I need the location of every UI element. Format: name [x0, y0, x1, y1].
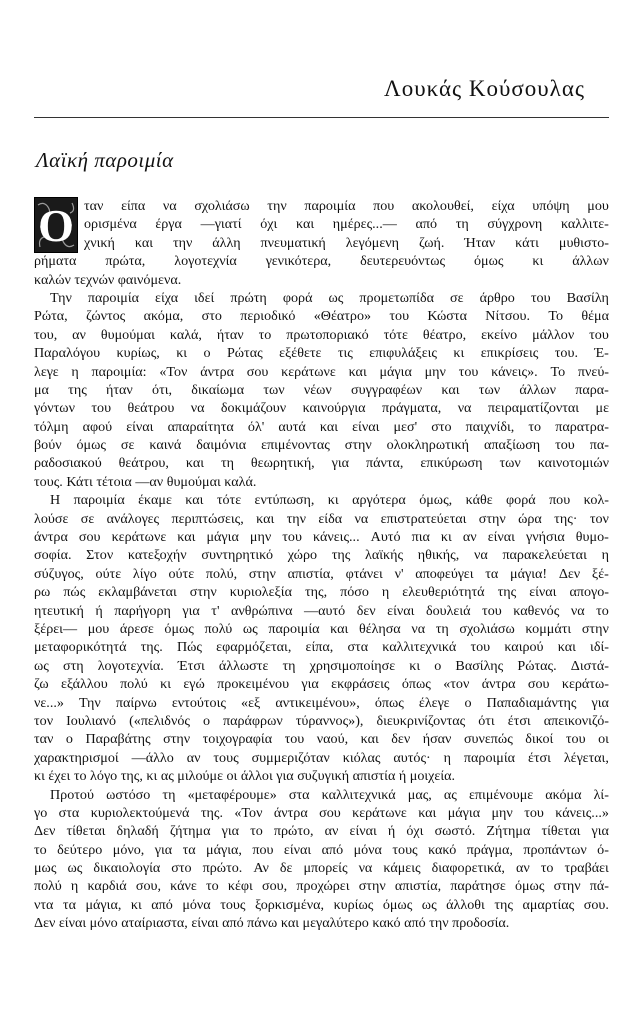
text-line: πολύ η καρδιά σου, κάνε το κέφι σου, προχώρει στην απιστία, παράτησε όμως στην πά- [34, 878, 609, 895]
text-line: ρω πώς εκλαμβάνεται στην κυριολεξία της, πόσο η ελευθεριότητά της είναι απογο- [34, 584, 609, 601]
body-text [34, 197, 609, 933]
text-line: Δεν είναι μόνο αταίριαστα, είναι από πάνω και μεγαλύτερο κακό από την προδοσία. [34, 915, 510, 932]
text-line: γόντων του θεάτρου να δοκιμάζουν καινούργια πράγματα, να πειραματίζονται με [34, 400, 609, 417]
text-line: χνική και την άλλη πνευματική λεγόμενη ζωή. Ήταν κάτι μυθιστο- [84, 234, 609, 251]
text-line: μα της ήταν ότι, δικαίωμα των νέων συγγραφέων και των άλλων παρα- [34, 381, 609, 398]
text-line: χαρακτηρισμοί —άλλο αν τους συμμεριζόταν κιόλας αυτός· η παροιμία έτσι λέγεται, [34, 749, 609, 766]
text-line: τόλμη αφού είναι απαραίτητα όλ' αυτά και είναι μεσ' στο παιχνίδι, το παρατρα- [34, 418, 609, 435]
text-line: βούν όμως σε καινά δαιμόνια επιμένοντας στην ολοκληρωτική απαξίωση του πα- [34, 437, 609, 454]
drop-cap-letter: O [38, 199, 74, 251]
text-line: ρήματα πρώτα, λογοτεχνία γενικότερα, δευτερευόντως όμως κι άλλων [34, 253, 609, 270]
drop-cap-box [34, 197, 78, 253]
text-line: μως ως δικαιολογία στο πρώτο. Αν δε μπορείς να κάμεις διαφορετικά, αν το τραβάει [34, 860, 609, 877]
text-line: ταν ο Παραβάτης στην τοιχογραφία του ναού, και δεν ήσαν συνεπώς δικοί του οι [34, 731, 609, 748]
book-page [34, 0, 609, 1024]
text-line: ορισμένα έργα —γιατί όχι και ημέρες...— από τη σύγχρονη καλλιτε- [84, 216, 609, 233]
running-header [34, 76, 609, 102]
text-line: μεταφορικότητά της. Πώς εφαρμόζεται, είπα, στα καλλιτεχνικά του καιρού και ιδί- [34, 639, 609, 656]
text-line: τους. Κάτι τέτοια —αν θυμούμαι καλά. [34, 473, 257, 490]
text-line: Η παροιμία έκαμε και τότε εντύπωση, κι αργότερα όμως, κάθε φορά που κολ- [50, 492, 609, 509]
text-line: Προτού ωστόσο τη «μεταφέρουμε» στα καλλιτεχνικά μας, ας επιμένουμε ακόμα λί- [50, 786, 609, 803]
text-line: Ρώτα, ζώντος ακόμα, στο περιοδικό «Θέατρο» του Κώστα Νίτσου. Το θέμα [34, 308, 609, 325]
text-line: Την παροιμία είχα ιδεί πρώτη φορά ως προμετωπίδα σε άρθρο του Βασίλη [50, 289, 609, 306]
text-line: γο στα κυριολεκτούμενά της. «Τον άντρα σου κεράτωνε και μάγια μην του κάνεις...» [34, 804, 609, 821]
section-title: Λαϊκή παροιμία [36, 148, 174, 172]
author-name: Λουκάς Κούσουλας [384, 76, 585, 101]
text-line: καλών τεχνών φαινόμενα. [34, 271, 182, 288]
text-line: άντρα σου κεράτωνε και μάγια μην του κάνεις... Αυτό πια κι αν είναι γνήσια θυμο- [34, 529, 609, 546]
text-line: ξέρει— μου άρεσε όμως πολύ ως παροιμία και θέλησα να τη σχολιάσω κομμάτι στην [34, 620, 609, 637]
header-rule [34, 117, 609, 118]
text-line: ταν είπα να σχολιάσω την παροιμία που ακολουθεί, είχα υπόψη μου [84, 198, 609, 214]
text-line: κι έχει το λόγο της, κι ας μιλούμε οι άλλοι για συζυγική απιστία ή μοιχεία. [34, 768, 456, 785]
text-line: ητευτική ή παρήγορη για τ' ανθρώπινα —αυτό δεν είναι δουλειά του καθενός να το [34, 602, 609, 619]
text-line: ζω εξάλλου πολύ κι εγώ προκειμένου για εκφράσεις όπως «τον άντρα σου κεράτω- [34, 676, 609, 693]
text-line: το δεύτερο μόνο, για τα μάγια, που είναι από μόνα τους κακό πράγμα, προπάντων ό- [34, 841, 609, 858]
text-line: νε...» Την παίρνω εντούτοις «εξ αντικειμένου», όπως έλεγε ο Παπαδιαμάντης για [34, 694, 609, 711]
text-line: ως στη λογοτεχνία. Έτσι άλλωστε τη χρησιμοποίησε κι ο Βασίλης Ρώτας. Διστά- [34, 657, 609, 674]
text-line: λεγε η παροιμία: «Τον άντρα σου κεράτωνε και μάγια μην του κάνεις». Το πνεύ- [34, 363, 609, 380]
text-line: ντα τα μάγια, κι από μόνα τους ξορκισμένα, κυρίως όμως ως άλλοθι της αμαρτίας σου. [34, 896, 609, 913]
drop-cap [34, 197, 80, 253]
text-line: Δεν τίθεται δηλαδή ζήτημα για το πρώτο, αν είναι ή όχι σωστό. Ζήτημα τίθεται για [34, 823, 609, 840]
text-line: τον Ιουλιανό («πελιδνός ο παράφρων τύραννος»), διευκρινίζοντας ότι έτσι απεικονιζό- [34, 712, 609, 729]
text-line: του, αν θυμούμαι καλά, ήταν το πρωτοποριακό τότε θέατρο, εκείνο μάλλον του [34, 326, 609, 343]
text-line: Παραλόγου κυρίως, κι ο Ρώτας εξέθετε τις επιφυλάξεις κι επικρίσεις του. Έ- [34, 345, 609, 362]
text-line: σοφία. Στον κατεξοχήν συντηρητικό χώρο της λαϊκής ηθικής, να παρακελεύεται η [34, 547, 609, 564]
text-line: λούσε σε ανάλογες περιπτώσεις, και την είδα να επιστρατεύεται στην ώρα της· τον [34, 510, 609, 527]
text-line: σύζυγος, ούτε λίγο ούτε πολύ, στην απιστία, φτάνει ν' αποφεύγει τα μάγια! Δεν ξέ- [34, 565, 609, 582]
text-line: ραδοσιακού θεάτρου, και τη θεωρητική, για πάντα, επικύρωση των καινοτομιών [34, 455, 609, 472]
